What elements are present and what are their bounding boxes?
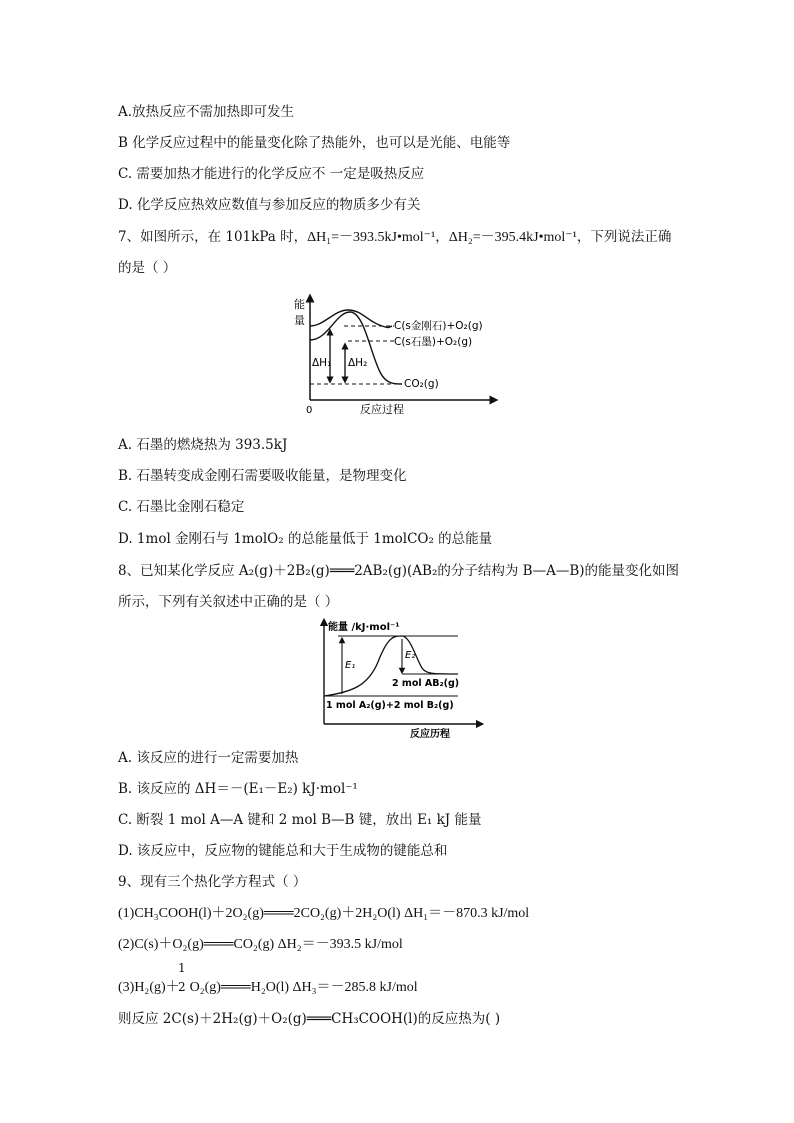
q7-origin: 0: [306, 405, 313, 416]
q7-stem-line1: [118, 228, 671, 247]
q8-stem-line2: 所示，下列有关叙述中正确的是（ ）: [118, 594, 339, 610]
q9-eq3-right: O₂(g)═══H₂O(l) ΔH₃＝－285.8 kJ/mol: [189, 980, 418, 995]
q7-label-graphite: C(s石墨)+O₂(g): [394, 336, 473, 348]
q6-option-b: B 化学反应过程中的能量变化除了热能外，也可以是光能、电能等: [118, 135, 511, 151]
q7-label-dh1: ΔH₁: [312, 357, 332, 369]
q8-stem-line1: 8、已知某化学反应 A₂(g)＋2B₂(g)═══2AB₂(g)(AB₂的分子结构为 B—A—B)的能量变化如图: [118, 563, 680, 579]
q7-energy-diagram: [288, 292, 508, 420]
q7-label-dh2: ΔH₂: [348, 357, 368, 369]
q7-label-co2: CO₂(g): [404, 378, 439, 390]
q9-fraction-numerator: 1: [178, 961, 186, 975]
q7-x-label: 反应过程: [360, 403, 404, 416]
q9-equation-2: (2)C(s)＋O₂(g)═══CO₂(g) ΔH₂＝－393.5 kJ/mol: [118, 937, 403, 952]
q9-stem: 9、现有三个热化学方程式（ ）: [118, 874, 307, 890]
q8-label-e2: E₂: [405, 650, 416, 661]
q8-y-label: 能量 /kJ·mol⁻¹: [328, 622, 400, 633]
q8-option-a: A. 该反应的进行一定需要加热: [118, 750, 299, 766]
q6-option-a: A.放热反应不需加热即可发生: [118, 104, 295, 120]
q7-option-a: A. 石墨的燃烧热为 393.5kJ: [118, 437, 288, 453]
q8-label-e1: E₁: [345, 660, 356, 671]
q8-option-d: D. 该反应中，反应物的键能总和大于生成物的键能总和: [118, 843, 448, 859]
q7-graphite-curve: [310, 312, 402, 384]
q7-option-d: D. 1mol 金刚石与 1molO₂ 的总能量低于 1molCO₂ 的总能量: [118, 531, 493, 547]
q7-separator: ，: [435, 229, 449, 245]
q8-label-product: 2 mol AB₂(g): [392, 678, 460, 689]
q9-equation-3: [118, 979, 418, 997]
q9-question: 则反应 2C(s)＋2H₂(g)＋O₂(g)═══CH₃COOH(l)的反应热为( ): [118, 1011, 501, 1027]
q9-fraction-denominator: 2: [178, 980, 186, 994]
q7-delta-h2: ΔH₂=－395.4kJ•mol⁻¹: [448, 230, 577, 245]
q7-option-c: C. 石墨比金刚石稳定: [118, 499, 245, 515]
q7-y-label-1: 能: [294, 298, 305, 311]
q9-eq3-left: (3)H₂(g)＋: [118, 980, 180, 995]
q8-option-b: B. 该反应的 ΔH＝－(E₁－E₂) kJ·mol⁻¹: [118, 781, 358, 797]
q8-option-c: C. 断裂 1 mol A—A 键和 2 mol B—B 键，放出 E₁ kJ 能量: [118, 812, 482, 828]
q6-option-d: D. 化学反应热效应数值与参加反应的物质多少有关: [118, 197, 421, 213]
q7-stem-text: 7、如图所示，在 101kPa 时，: [118, 229, 308, 245]
q7-delta-h1: ΔH₁=－393.5kJ•mol⁻¹: [307, 230, 436, 245]
q7-stem-line2: 的是（ ）: [118, 260, 177, 276]
q7-label-diamond: C(s金刚石)+O₂(g): [394, 320, 483, 332]
q9-equation-1: (1)CH₃COOH(l)＋2O₂(g)═══2CO₂(g)＋2H₂O(l) ΔH₁＝－870.3 kJ/mol: [118, 906, 530, 921]
q7-stem-text-2: ，下列说法正确: [576, 229, 672, 245]
q7-option-b: B. 石墨转变成金刚石需要吸收能量，是物理变化: [118, 468, 407, 484]
q8-x-label: 反应历程: [410, 729, 450, 740]
q7-y-label-2: 量: [294, 314, 305, 327]
q8-label-reactant: 1 mol A₂(g)+2 mol B₂(g): [326, 700, 454, 711]
q6-option-c: C. 需要加热才能进行的化学反应不 一定是吸热反应: [118, 166, 425, 182]
q8-energy-diagram: [312, 616, 488, 740]
